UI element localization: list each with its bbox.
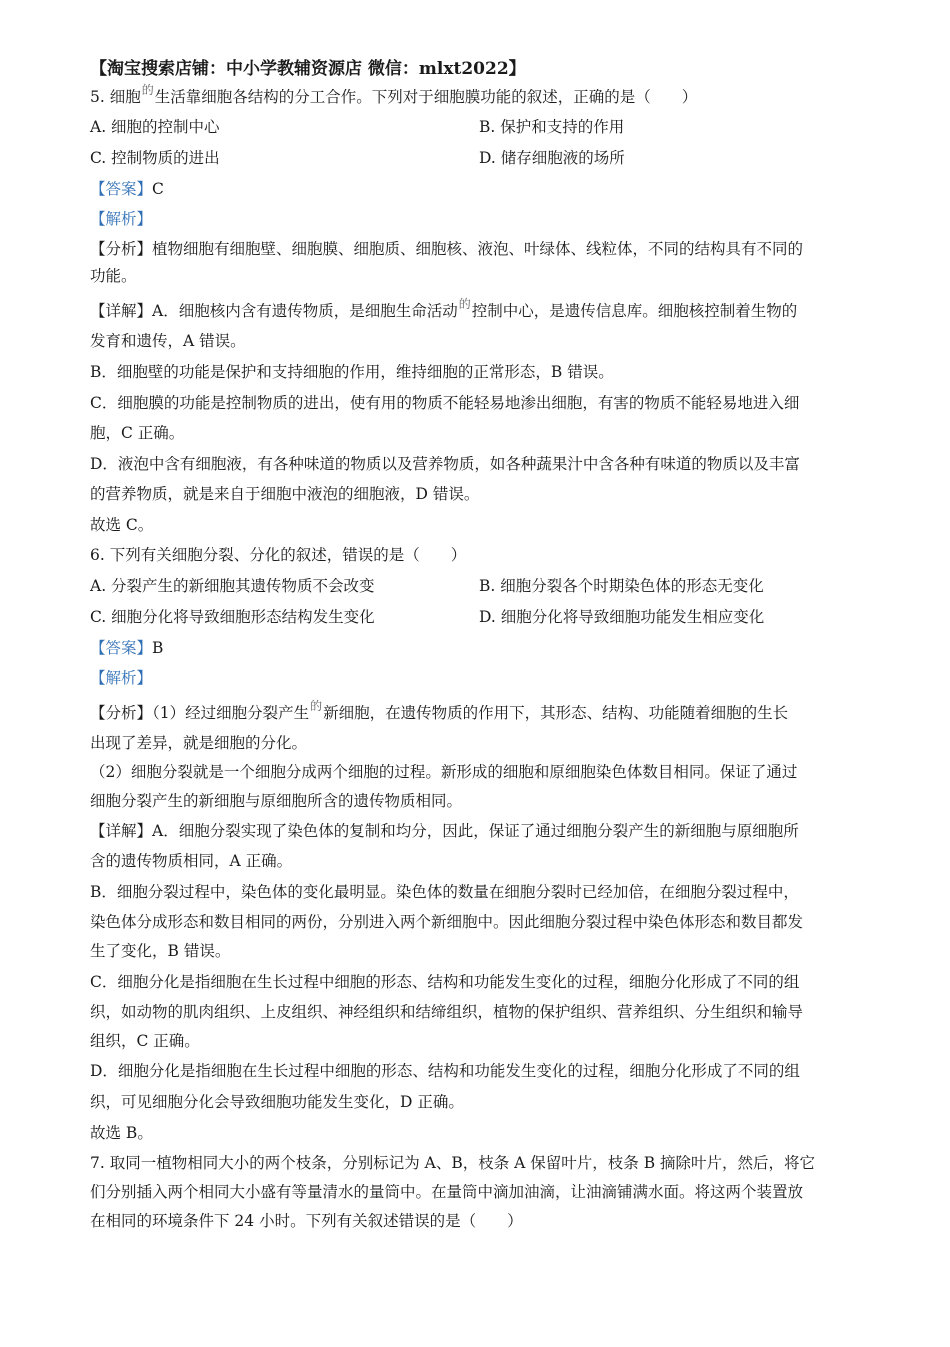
question-5-stem-a: 5. 细胞	[90, 88, 141, 106]
question-6-xiangjie-b-line2: 染色体分成形态和数目相同的两份，分别进入两个新细胞中。因此细胞分裂过程中染色体形态和数目都发	[90, 913, 804, 931]
question-6-xiangjie-a-line2: 含的遗传物质相同，A 正确。	[90, 852, 293, 870]
question-7-stem-line1: 7. 取同一植物相同大小的两个枝条，分别标记为 A、B，枝条 A 保留叶片，枝条 B 摘除叶片，然后，将它	[90, 1154, 816, 1172]
question-6-xiangjie-b-line1: B．细胞分裂过程中，染色体的变化最明显。染色体的数量在细胞分裂时已经加倍，在细胞分裂过程中，	[90, 883, 799, 901]
question-5-option-c: C. 控制物质的进出	[90, 149, 220, 167]
text-segment: 控制中心，是遗传信息库。细胞核控制着生物的	[471, 302, 798, 320]
question-7-stem-line2: 们分别插入两个相同大小盛有等量清水的量筒中。在量筒中滴加油滴，让油滴铺满水面。将这两个装置放	[90, 1183, 804, 1201]
question-6-option-a: A. 分裂产生的新细胞其遗传物质不会改变	[90, 577, 375, 595]
question-6-fenxi-line4: 细胞分裂产生的新细胞与原细胞所含的遗传物质相同。	[90, 792, 463, 810]
question-6-fenxi-line2: 出现了差异，就是细胞的分化。	[90, 734, 308, 752]
question-6-xiangjie-c-line1: C．细胞分化是指细胞在生长过程中细胞的形态、结构和功能发生变化的过程，细胞分化形成了不同的组	[90, 973, 800, 991]
question-5-stem-b: 生活靠细胞各结构的分工合作。下列对于细胞膜功能的叙述，正确的是（ ）	[154, 88, 698, 106]
question-6-conclusion: 故选 B。	[90, 1124, 153, 1142]
question-6-answer	[90, 637, 163, 659]
question-5-xiangjie-c-line2: 胞，C 正确。	[90, 424, 185, 442]
question-5-xiangjie-d-line1: D．液泡中含有细胞液，有各种味道的物质以及营养物质，如各种蔬果汁中含各种有味道的物质以及丰富	[90, 455, 800, 473]
answer-tag: 【答案】	[90, 639, 153, 657]
analysis-tag: 【解析】	[90, 669, 153, 687]
question-6-option-c: C. 细胞分化将导致细胞形态结构发生变化	[90, 608, 375, 626]
question-5-fenxi-line2: 功能。	[90, 267, 137, 285]
question-6-xiangjie-b-line3: 生了变化，B 错误。	[90, 942, 231, 960]
answer-value: B	[152, 639, 164, 657]
question-5-xiangjie-c-line1: C．细胞膜的功能是控制物质的进出，使有用的物质不能轻易地渗出细胞，有害的物质不能轻易地进入细	[90, 394, 800, 412]
question-7-stem-line3: 在相同的环境条件下 24 小时。下列有关叙述错误的是（ ）	[90, 1212, 523, 1230]
question-5-option-d: D. 储存细胞液的场所	[479, 149, 625, 167]
question-5-option-b: B. 保护和支持的作用	[479, 118, 625, 136]
question-5-option-a: A. 细胞的控制中心	[90, 118, 220, 136]
question-6-fenxi-line3: （2）细胞分裂就是一个细胞分成两个细胞的过程。新形成的细胞和原细胞染色体数目相同。保证了通过	[90, 763, 798, 781]
question-5-xiangjie-d-line2: 的营养物质，就是来自于细胞中液泡的细胞液，D 错误。	[90, 485, 480, 503]
question-5-fenxi-line1: 【分析】植物细胞有细胞壁、细胞膜、细胞质、细胞核、液泡、叶绿体、线粒体，不同的结构具有不同的	[90, 240, 804, 258]
question-6-stem: 6. 下列有关细胞分裂、分化的叙述，错误的是（ ）	[90, 546, 467, 564]
question-6-xiangjie-a-line1: 【详解】A．细胞分裂实现了染色体的复制和均分，因此，保证了通过细胞分裂产生的新细胞与原细胞所	[90, 822, 799, 840]
question-6-xiangjie-d-line2: 织，可见细胞分化会导致细胞功能发生变化，D 正确。	[90, 1093, 464, 1111]
stray-glyph: 的	[458, 297, 471, 311]
question-5-answer	[90, 178, 164, 200]
text-segment: 【分析】（1）经过细胞分裂产生	[90, 704, 310, 722]
text-segment: 新细胞，在遗传物质的作用下，其形态、结构、功能随着细胞的生长	[323, 704, 789, 722]
analysis-tag: 【解析】	[90, 210, 153, 228]
question-6-option-b: B. 细胞分裂各个时期染色体的形态无变化	[479, 577, 764, 595]
question-5-stem	[90, 83, 698, 109]
answer-value: C	[152, 180, 164, 198]
question-5-conclusion: 故选 C。	[90, 516, 154, 534]
stray-glyph: 的	[141, 83, 154, 97]
question-5-xiangjie-b: B．细胞壁的功能是保护和支持细胞的作用，维持细胞的正常形态，B 错误。	[90, 363, 614, 381]
text-segment: 【详解】A．细胞核内含有遗传物质，是细胞生命活动	[90, 302, 458, 320]
stray-glyph: 的	[310, 699, 323, 713]
shop-banner: 【淘宝搜索店铺：中小学教辅资源店 微信：mlxt2022】	[90, 59, 526, 79]
question-6-xiangjie-d-line1: D．细胞分化是指细胞在生长过程中细胞的形态、结构和功能发生变化的过程，细胞分化形成了不同的组	[90, 1062, 800, 1080]
question-6-option-d: D. 细胞分化将导致细胞功能发生相应变化	[479, 608, 765, 626]
question-5-xiangjie-a-line1	[90, 297, 798, 323]
question-5-xiangjie-a-line2: 发育和遗传，A 错误。	[90, 332, 246, 350]
question-6-fenxi-line1	[90, 699, 789, 725]
question-6-xiangjie-c-line2: 织，如动物的肌肉组织、上皮组织、神经组织和结缔组织，植物的保护组织、营养组织、分生组织和输导	[90, 1003, 804, 1021]
question-6-xiangjie-c-line3: 组织，C 正确。	[90, 1032, 200, 1050]
answer-tag: 【答案】	[90, 180, 153, 198]
